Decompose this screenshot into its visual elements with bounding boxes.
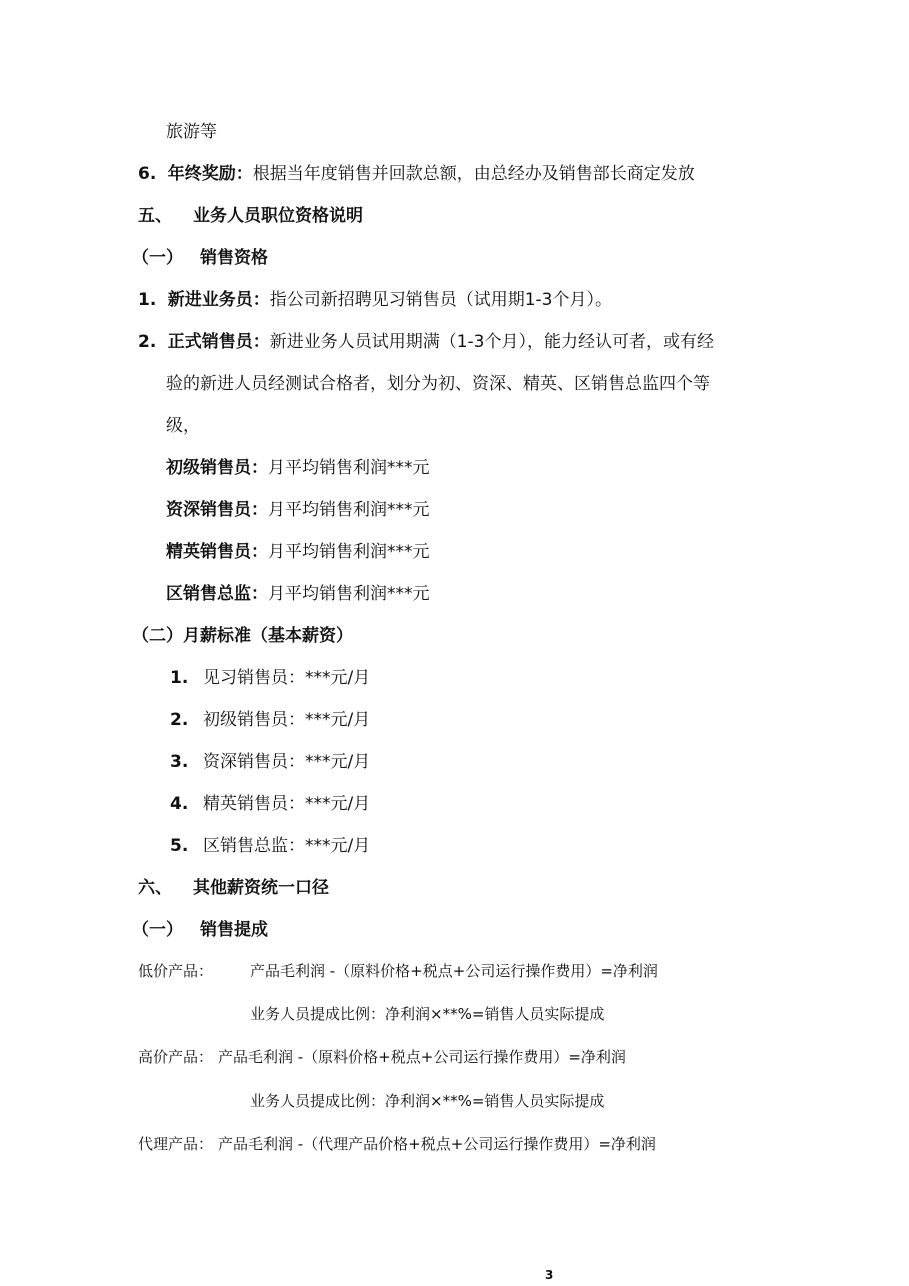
subsection-title: 销售提成 — [200, 920, 268, 940]
subsection-heading-1 — [132, 247, 268, 269]
salary-item — [170, 793, 371, 815]
high-price-commission-rate: 业务人员提成比例：净利润×**%=销售人员实际提成 — [250, 1092, 605, 1110]
salary-item — [170, 835, 371, 857]
low-price-commission-rate: 业务人员提成比例：净利润×**%=销售人员实际提成 — [250, 1005, 605, 1023]
continued-text: 旅游等 — [166, 122, 217, 142]
salary-item — [170, 709, 371, 731]
subsection-number: （一） — [132, 920, 183, 940]
level-text: 月平均销售利润***元 — [268, 584, 430, 604]
high-price-label: 高价产品： — [138, 1048, 214, 1066]
subsection-heading-2: （二）月薪标准（基本薪资） — [132, 626, 353, 646]
level-label: 区销售总监： — [166, 584, 268, 604]
qualification-item-1 — [138, 289, 612, 311]
item-label: 正式销售员： — [167, 332, 270, 352]
level-line — [166, 541, 430, 563]
level-label: 初级销售员： — [166, 458, 268, 478]
salary-text: 见习销售员：***元/月 — [203, 668, 371, 688]
item-text: 指公司新招聘见习销售员（试用期1-3个月）。 — [269, 290, 612, 310]
salary-number: 4. — [170, 794, 189, 814]
level-line — [166, 499, 430, 521]
level-text: 月平均销售利润***元 — [268, 542, 430, 562]
level-label: 精英销售员： — [166, 542, 268, 562]
qualification-item-2 — [138, 331, 714, 353]
high-price-formula: 产品毛利润 -（原料价格+税点+公司运行操作费用）=净利润 — [218, 1048, 626, 1066]
level-line — [166, 583, 430, 605]
salary-text: 精英销售员：***元/月 — [203, 794, 371, 814]
salary-text: 初级销售员：***元/月 — [203, 710, 371, 730]
item-number: 1. — [138, 290, 157, 310]
salary-item — [170, 751, 371, 773]
salary-number: 1. — [170, 668, 189, 688]
salary-number: 3. — [170, 752, 189, 772]
salary-text: 区销售总监：***元/月 — [203, 836, 371, 856]
item-label: 新进业务员： — [167, 290, 270, 310]
level-text: 月平均销售利润***元 — [268, 500, 430, 520]
item-text-continued: 验的新进人员经测试合格者，划分为初、资深、精英、区销售总监四个等 — [166, 374, 710, 394]
section-number: 五、 — [138, 206, 172, 226]
item-text: 根据当年度销售并回款总额，由总经办及销售部长商定发放 — [252, 164, 695, 184]
item-number: 6. — [138, 164, 157, 184]
subsection-number: （一） — [132, 248, 183, 268]
salary-number: 5. — [170, 836, 189, 856]
subsection-title: 销售资格 — [200, 248, 268, 268]
salary-number: 2. — [170, 710, 189, 730]
page-number: 3 — [545, 1268, 554, 1282]
subsection-heading-3 — [132, 919, 268, 941]
item-6 — [138, 163, 695, 185]
item-number: 2. — [138, 332, 157, 352]
section-heading-6 — [138, 877, 329, 899]
section-heading-5 — [138, 205, 363, 227]
section-title: 其他薪资统一口径 — [193, 878, 329, 898]
level-label: 资深销售员： — [166, 500, 268, 520]
section-number: 六、 — [138, 878, 172, 898]
agent-product-label: 代理产品： — [138, 1135, 214, 1153]
section-title: 业务人员职位资格说明 — [193, 206, 363, 226]
level-line — [166, 457, 430, 479]
salary-text: 资深销售员：***元/月 — [203, 752, 371, 772]
low-price-label: 低价产品： — [138, 962, 214, 980]
level-text: 月平均销售利润***元 — [268, 458, 430, 478]
low-price-formula: 产品毛利润 -（原料价格+税点+公司运行操作费用）=净利润 — [250, 962, 658, 980]
item-text-continued: 级， — [166, 416, 200, 436]
item-text: 新进业务人员试用期满（1-3个月），能力经认可者，或有经 — [269, 332, 714, 352]
item-label: 年终奖励： — [167, 164, 253, 184]
salary-item — [170, 667, 371, 689]
agent-product-formula: 产品毛利润 -（代理产品价格+税点+公司运行操作费用）=净利润 — [218, 1135, 656, 1153]
